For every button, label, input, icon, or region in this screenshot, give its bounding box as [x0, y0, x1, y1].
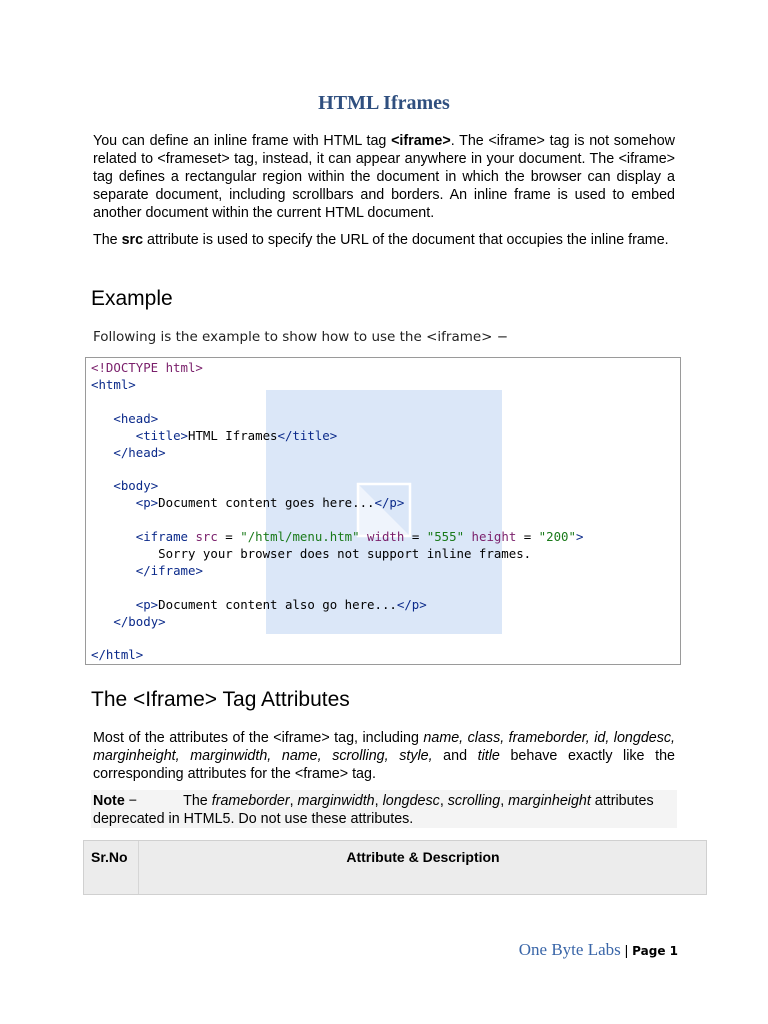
page-footer: [519, 940, 678, 960]
intro-paragraph: [93, 132, 675, 222]
code-token: <iframe: [135, 529, 196, 545]
text-run: ,: [374, 793, 383, 809]
code-token: height: [464, 529, 517, 545]
code-token: =: [404, 529, 427, 545]
footer-brand: One Byte Labs: [518, 940, 621, 959]
note-paragraph: [93, 792, 679, 828]
italic-text: frameborder: [211, 793, 290, 809]
code-token: "/html/menu.htm": [240, 529, 360, 545]
text-run: ,: [289, 793, 298, 809]
code-line: </body>: [113, 613, 166, 629]
code-line: <!DOCTYPE html>: [91, 360, 203, 375]
italic-text: scrolling: [447, 793, 501, 809]
code-token: "555": [426, 529, 465, 545]
code-line: </head>: [113, 444, 166, 460]
footer-page-number: Page 1: [632, 944, 678, 958]
example-intro: Following is the example to show how to use the <iframe> −: [93, 329, 509, 345]
section-heading-example: Example: [91, 287, 173, 310]
italic-text: marginheight: [508, 793, 591, 809]
code-listing: [91, 360, 583, 664]
text-run: The: [93, 232, 122, 248]
text-run: ,: [439, 793, 448, 809]
code-line: </iframe>: [135, 562, 203, 578]
code-line: <body>: [113, 478, 159, 494]
src-paragraph: [93, 231, 675, 249]
section-heading-attributes: The <Iframe> Tag Attributes: [91, 688, 350, 711]
code-token: <p>: [135, 495, 159, 511]
code-token: width: [359, 529, 405, 545]
code-line: <head>: [113, 410, 159, 426]
code-token: >: [575, 529, 584, 545]
code-token: </title>: [277, 427, 338, 443]
text-run: You can define an inline frame with HTML tag: [93, 133, 392, 149]
bold-text: <iframe>: [391, 133, 451, 149]
code-token: "200": [538, 529, 576, 545]
attributes-paragraph: [93, 729, 675, 783]
italic-text: marginwidth: [297, 793, 375, 809]
table-header-srno: Sr.No: [91, 849, 128, 865]
code-line: <html>: [91, 376, 136, 392]
footer-separator: |: [620, 942, 633, 958]
text-run: Most of the attributes of the <iframe> tag, including: [93, 730, 424, 746]
text-run: attribute is used to specify the URL of the document that occupies the inline frame.: [143, 232, 669, 248]
code-token: <p>: [135, 596, 159, 612]
text-run: . The <iframe> tag is not somehow related to <frameset> tag, instead, it can appear anywhere in your document. The <iframe> tag defines a rectangular region within the document in which the browser can display a separate document, including scrollbars and borders. An inline frame is used to embed another document within the current HTML document.: [93, 133, 675, 221]
note-label: Note: [93, 793, 125, 809]
italic-text: longdesc: [382, 793, 440, 809]
code-token: </p>: [374, 495, 405, 511]
code-token: src: [195, 529, 218, 545]
code-token: =: [516, 529, 539, 545]
text-run: and: [432, 748, 478, 764]
code-token: =: [217, 529, 241, 545]
code-token: </p>: [396, 596, 427, 612]
code-token: <title>: [135, 427, 188, 443]
text-run: The: [183, 793, 212, 809]
bold-text: src: [121, 232, 144, 248]
text-run: ,: [500, 793, 509, 809]
italic-text: title: [477, 748, 500, 764]
page-title: HTML Iframes: [318, 92, 450, 114]
text-run: behave exactly like the corresponding attributes for the <frame> tag.: [93, 748, 675, 782]
text-run: attributes deprecated in HTML5. Do not use these attributes.: [93, 793, 654, 827]
code-token: Document content also go here...: [158, 596, 397, 612]
code-token: HTML Iframes: [187, 427, 278, 443]
code-line: </html>: [91, 647, 144, 663]
italic-text: name, class, frameborder, id, longdesc, marginheight, marginwidth, name, scrolling, style,: [93, 730, 675, 764]
table-header-attribute: Attribute & Description: [346, 849, 500, 865]
code-token: Document content goes here...: [158, 495, 375, 511]
text-run: −: [124, 793, 138, 809]
code-line: Sorry your browser does not support inline frames.: [158, 545, 532, 561]
